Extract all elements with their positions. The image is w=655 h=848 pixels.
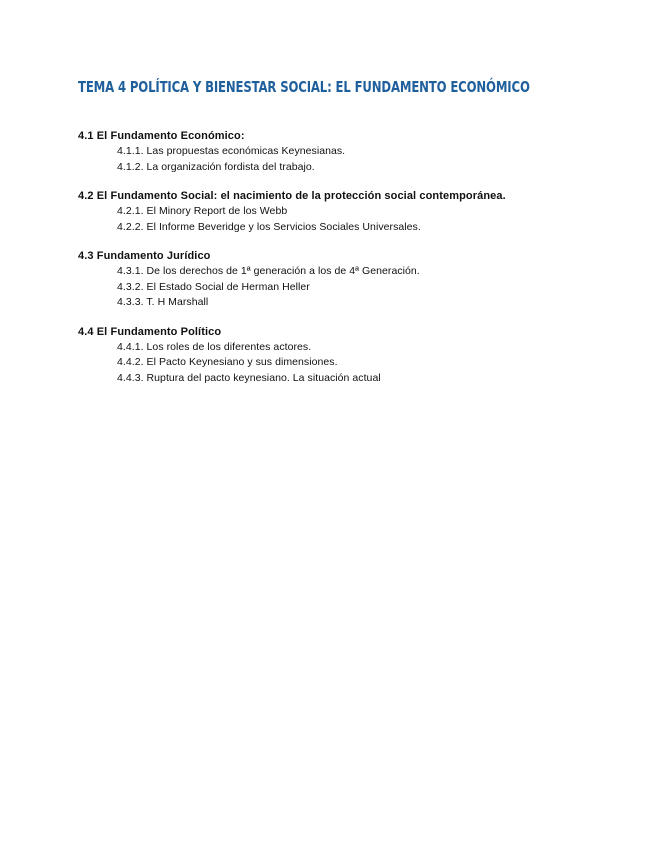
document-title: TEMA 4 POLÍTICA Y BIENESTAR SOCIAL: EL FUNDAMENTO ECONÓMICO bbox=[78, 78, 530, 96]
list-item: 4.3.1. De los derechos de 1ª generación a los de 4ª Generación. bbox=[117, 265, 420, 277]
list-item: 4.2.1. El Minory Report de los Webb bbox=[117, 205, 288, 217]
section-4-1 bbox=[78, 129, 638, 175]
section-heading: 4.4 El Fundamento Político bbox=[78, 325, 222, 338]
section-heading: 4.2 El Fundamento Social: el nacimiento de la protección social contemporánea. bbox=[78, 190, 506, 202]
list-item: 4.3.2. El Estado Social de Herman Heller bbox=[117, 280, 310, 293]
list-item: 4.1.1. Las propuestas económicas Keynesianas. bbox=[117, 145, 346, 157]
list-item: 4.4.2. El Pacto Keynesiano y sus dimensiones. bbox=[117, 356, 338, 368]
list-item: 4.4.1. Los roles de los diferentes actores. bbox=[117, 340, 312, 353]
section-heading: 4.3 Fundamento Jurídico bbox=[78, 250, 211, 262]
list-item: 4.4.3. Ruptura del pacto keynesiano. La situación actual bbox=[117, 371, 381, 384]
table-of-contents bbox=[78, 129, 638, 400]
list-item: 4.3.3. T. H Marshall bbox=[117, 296, 209, 308]
section-4-4 bbox=[78, 325, 638, 387]
list-item: 4.1.2. La organización fordista del trabajo. bbox=[117, 160, 315, 173]
section-heading: 4.1 El Fundamento Económico: bbox=[78, 130, 245, 142]
list-item: 4.2.2. El Informe Beveridge y los Servicios Sociales Universales. bbox=[117, 220, 421, 233]
section-4-2 bbox=[78, 189, 638, 235]
section-4-3 bbox=[78, 249, 638, 311]
